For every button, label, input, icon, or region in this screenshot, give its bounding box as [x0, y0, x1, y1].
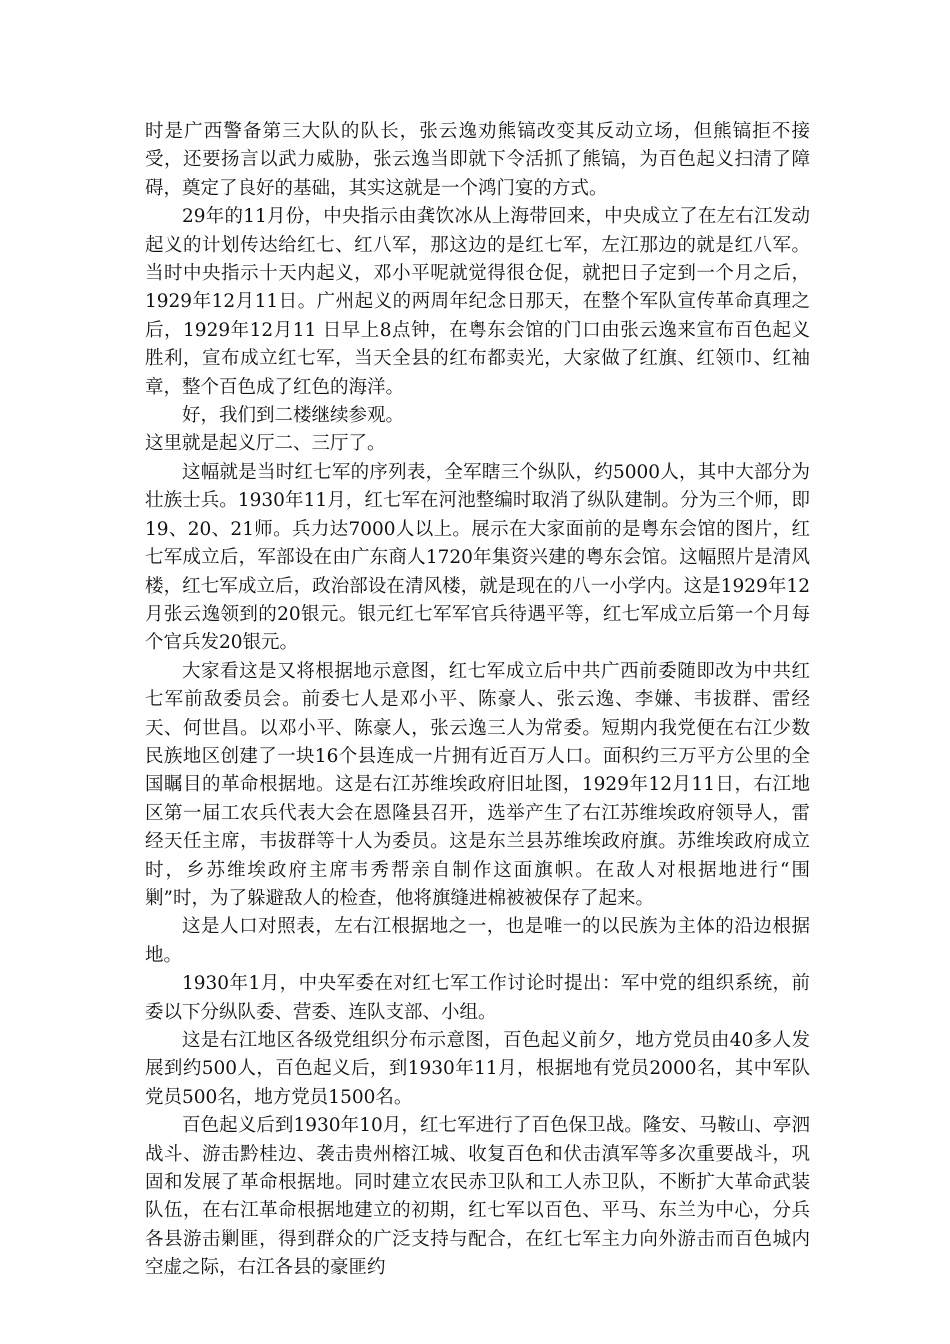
paragraph-6: 大家看这是又将根据地示意图，红七军成立后中共广西前委随即改为中共红七军前敌委员会。前委七人是邓小平、陈豪人、张云逸、李嫌、韦拔群、雷经天、何世昌。以邓小平、陈豪人，张云逸三人为常委。短期内我党便在右江少数民族地区创建了一块16个县连成一片拥有近百万人口。面积约三万平方公里的全国瞩目的革命根据地。这是右江苏维埃政府旧址图，1929年12月11日，右江地区第一届工农兵代表大会在恩隆县召开，选举产生了右江苏维埃政府领导人，雷经天任主席，韦拔群等十人为委员。这是东兰县苏维埃政府旗。苏维埃政府成立时，乡苏维埃政府主席韦秀帮亲自制作这面旗帜。在敌人对根据地进行“围剿”时，为了躲避敌人的检查，他将旗缝进棉被被保存了起来。 — [145, 660, 810, 909]
paragraph-5: 这幅就是当时红七军的序列表，全军瞎三个纵队，约5000人，其中大部分为壮族士兵。1930年11月，红七军在河池整编时取消了纵队建制。分为三个师，即19、20、21师。兵力达7000人以上。展示在大家面前的是粤东会馆的图片，红七军成立后，军部设在由广东商人1720年集资兴建的粤东会馆。这幅照片是清风楼，红七军成立后，政治部设在清风楼，就是现在的八一小学内。这是1929年12月张云逸领到的20银元。银元红七军军官兵待遇平等，红七军成立后第一个月每个官兵发20银元。 — [145, 461, 810, 654]
paragraph-8: 1930年1月，中央军委在对红七军工作讨论时提出：军中党的组织系统，前委以下分纵队委、营委、连队支部、小组。 — [145, 973, 810, 1023]
paragraph-1: 时是广西警备第三大队的队长，张云逸劝熊镐改变其反动立场，但熊镐拒不接受，还要扬言以武力威胁，张云逸当即就下令活抓了熊镐，为百色起义扫清了障碍，奠定了良好的基础，其实这就是一个鸿门宴的方式。 — [145, 121, 810, 199]
paragraph-7: 这是人口对照表，左右江根据地之一，也是唯一的以民族为主体的沿边根据地。 — [145, 916, 810, 966]
paragraph-3: 好，我们到二楼继续参观。 — [182, 405, 405, 427]
document-body — [145, 118, 810, 1283]
paragraph-10: 百色起义后到1930年10月，红七军进行了百色保卫战。隆安、马鞍山、亭泗战斗、游击黔桂边、袭击贵州榕江城、收复百色和伏击滇军等多次重要战斗，巩固和发展了革命根据地。同时建立农民赤卫队和工人赤卫队，不断扩大革命武装队伍，在右江革命根据地建立的初期，红七军以百色、平马、东兰为中心，分兵各县游击剿匪，得到群众的广泛支持与配合，在红七军主力向外游击而百色城内空虚之际，右江各县的豪匪约 — [145, 1115, 810, 1279]
paragraph-4: 这里就是起义厅二、三厅了。 — [145, 433, 386, 455]
paragraph-2: 29年的11月份，中央指示由龚饮冰从上海带回来，中央成立了在左右江发动起义的计划传达给红七、红八军，那这边的是红七军，左江那边的就是红八军。当时中央指示十天内起义，邓小平呢就觉得很仓促，就把日子定到一个月之后，1929年12月11日。广州起义的两周年纪念日那天，在整个军队宣传革命真理之后，1929年12月11 日早上8点钟，在粤东会馆的门口由张云逸来宣布百色起义胜利，宣布成立红七军，当天全县的红布都卖光，大家做了红旗、红领巾、红袖章，整个百色成了红色的海洋。 — [145, 206, 810, 398]
paragraph-9: 这是右江地区各级党组织分布示意图，百色起义前夕，地方党员由40多人发展到约500人，百色起义后，到1930年11月，根据地有党员2000名，其中军队党员500名，地方党员1500名。 — [145, 1030, 810, 1108]
